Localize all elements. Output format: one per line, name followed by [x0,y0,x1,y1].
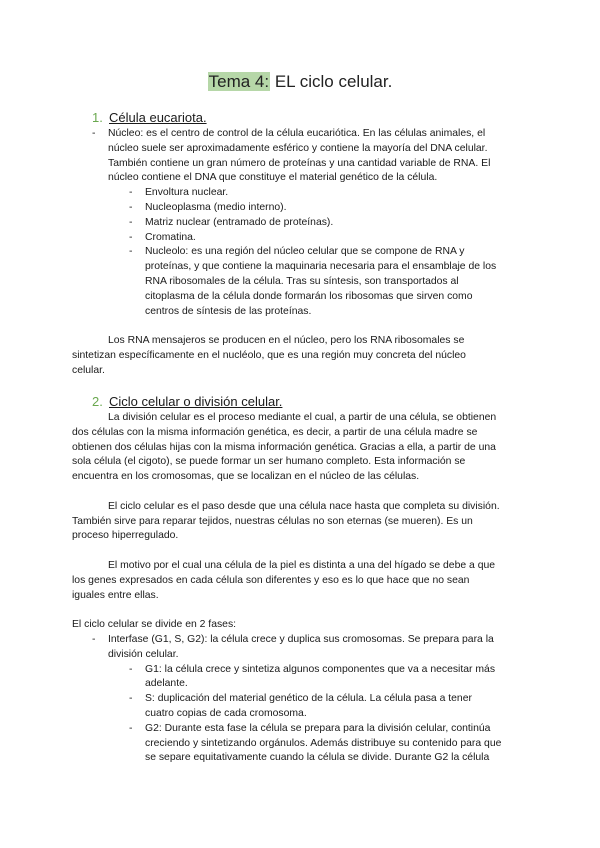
bullet-dash: - [129,187,133,199]
section-number: 1. [92,110,103,125]
bullet-dash: - [129,202,133,213]
text-line: encuentra en los cromosomas, que se localizan en el núcleo de las células. [72,471,420,483]
phases-intro [72,618,236,633]
text-line: iguales entre ellas. [72,589,159,601]
sub-list-item [145,186,228,201]
sub-list-item [145,216,333,231]
bullet-dash: - [129,231,133,243]
bullet-dash: - [129,246,133,258]
phase-item [145,663,495,693]
bullet-dash: - [129,693,133,705]
text-line: celular. [72,364,105,376]
section-title: Célula eucariota. [109,110,207,125]
text-line: obtienen dos células hijas con la misma información genética. Gracias a ella, a partir de una [72,441,496,453]
bullet-dash: - [92,128,96,139]
text-line: El ciclo celular es el paso desde que una célula nace hasta que completa su división. [108,500,500,512]
interfase-item [108,633,494,663]
text-line: núcleo suele ser aproximadamente esférico y contiene la mayoría del DNA celular. [108,142,488,154]
bullet-dash: - [129,722,133,734]
text-line: También contiene un gran número de proteínas y una cantidad variable de RNA. El [108,157,491,169]
text-line: Envoltura nuclear. [145,187,229,199]
paragraph [72,334,466,378]
text-line: proteínas, y que contiene la maquinaria necesaria para el ensamblaje de los [145,261,497,273]
document-title [0,72,600,92]
text-line: creciendo y sintetizando orgánulos. Además distribuye su contenido para que [145,737,502,749]
section-title: Ciclo celular o división celular. [109,394,283,409]
text-line: sintetizan específicamente en el nucléolo, que es una región muy concreta del núcleo [72,349,466,361]
phase-item [145,722,501,766]
text-line: G1: la célula crece y sintetiza algunos componentes que va a necesitar más [145,663,496,675]
text-line: Interfase (G1, S, G2): la célula crece y duplica sus cromosomas. Se prepara para la [108,634,494,645]
text-line: proceso hiperregulado. [72,530,179,542]
text-line: cuatro copias de cada cromosoma. [145,707,307,719]
text-line: Nucleoplasma (medio interno). [145,202,287,213]
text-line: los genes expresados en cada célula son diferentes y eso es lo que hace que no sean [72,574,470,586]
text-line: La división celular es el proceso mediante el cual, a partir de una célula, se obtienen [108,412,497,423]
paragraph [72,500,500,544]
section-1-heading [92,110,207,126]
text-line: Nucleolo: es una región del núcleo celular que se compone de RNA y [145,246,465,258]
text-line: El ciclo celular se divide en 2 fases: [72,619,237,631]
text-line: dos células con la misma información genética, es decir, a partir de una célula madre se [72,426,478,438]
section-2-heading [92,394,282,410]
text-line: Los RNA mensajeros se producen en el núcleo, pero los RNA ribosomales se [108,335,465,346]
text-line: sola célula (el cigoto), se puede formar un ser humano completo. Esta información se [72,456,466,468]
text-line: división celular. [108,648,179,660]
title-highlight: Tema 4: [208,72,270,91]
bullet-dash: - [92,634,96,645]
title-text: EL ciclo celular. [270,72,393,91]
paragraph [72,411,496,485]
text-line: El motivo por el cual una célula de la piel es distinta a una del hígado se debe a que [108,560,496,571]
text-line: se separe equitativamente cuando la célula se divide. Durante G2 la célula [145,752,490,764]
text-line: adelante. [145,678,188,690]
bullet-dash: - [129,216,133,228]
phase-item [145,692,472,722]
sub-list-item [145,201,287,216]
section-number: 2. [92,394,103,409]
text-line: núcleo contiene el DNA que constituye el material genético de la célula. [108,172,438,184]
text-line: centros de síntesis de las proteínas. [145,305,312,317]
text-line: Núcleo: es el centro de control de la célula eucariótica. En las células animales, el [108,128,486,139]
text-line: citoplasma de la célula donde formarán los ribosomas que sirven como [145,290,473,302]
text-line: G2: Durante esta fase la célula se prepara para la división celular, continúa [145,722,491,734]
text-line: RNA ribosomales de la célula. Tras su síntesis, son transportados al [145,275,459,287]
sub-list-item [145,245,496,319]
text-line: Cromatina. [145,231,196,243]
text-line: También sirve para reparar tejidos, nuestras células no son eternas (se mueren). Es un [72,515,473,527]
sub-list-item [145,231,196,246]
paragraph [72,559,495,603]
bullet-dash: - [129,663,133,675]
nucleo-item [108,127,490,186]
text-line: S: duplicación del material genético de la célula. La célula pasa a tener [145,693,472,705]
text-line: Matriz nuclear (entramado de proteínas). [145,216,334,228]
